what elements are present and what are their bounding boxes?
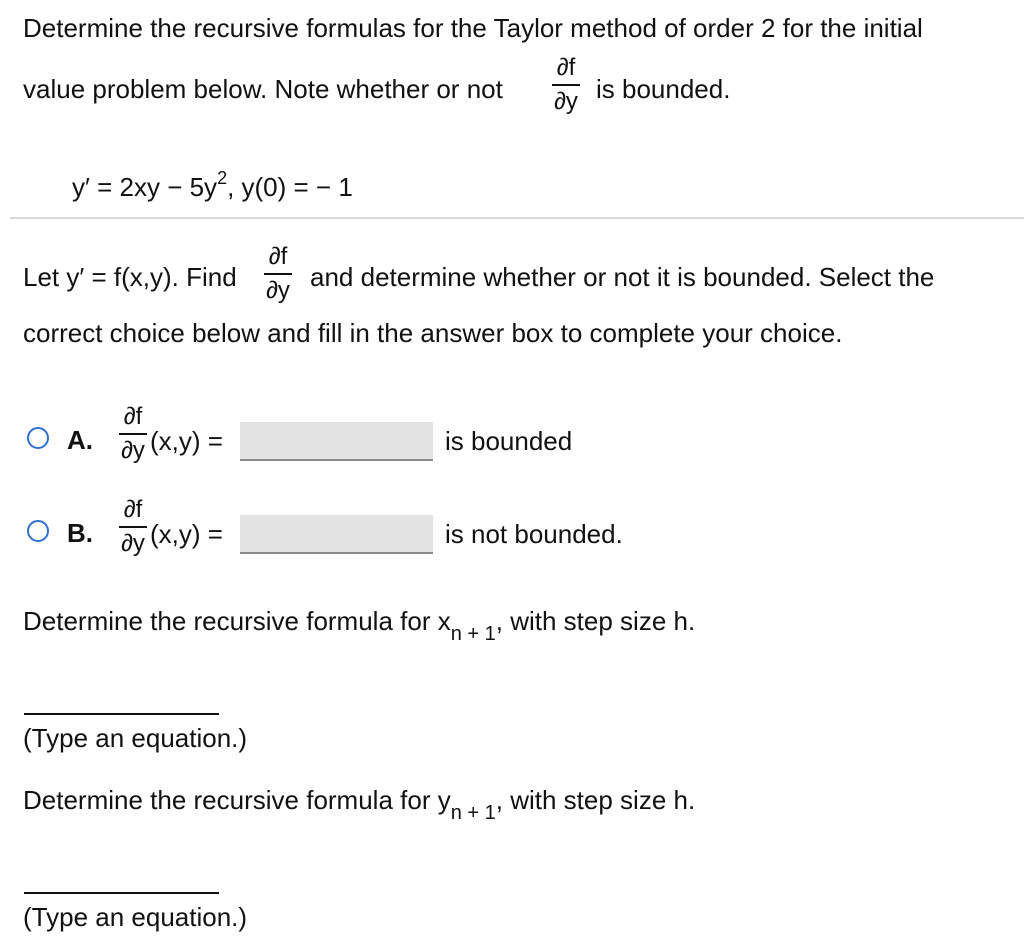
- ivp-exponent: 2: [217, 168, 228, 189]
- part2-prompt-before: Determine the recursive formula for x: [23, 606, 451, 636]
- part1-line-2: correct choice below and fill in the answer box to complete your choice.: [23, 318, 843, 348]
- part2-answer-field[interactable]: [24, 713, 219, 715]
- part3-subscript: n + 1: [450, 802, 496, 825]
- part3-answer-field[interactable]: [24, 892, 219, 894]
- ivp-initial-condition: , y(0) = − 1: [227, 172, 353, 202]
- fraction-bar: [264, 273, 292, 275]
- fraction-bar: [119, 433, 147, 435]
- part2-prompt-after: , with step size h.: [495, 606, 696, 636]
- fraction-denominator: ∂y: [121, 530, 145, 557]
- ivp-equation: [72, 168, 353, 202]
- choice-b-letter: B.: [67, 518, 93, 548]
- section-divider: [10, 217, 1024, 219]
- part1-text-after: and determine whether or not it is bounded. Select the: [310, 262, 935, 292]
- choice-b-radio[interactable]: [27, 520, 49, 542]
- fraction-bar: [552, 84, 580, 86]
- fraction-numerator: ∂f: [556, 54, 576, 81]
- part1-partial-fraction: [263, 245, 293, 303]
- choice-b-fraction: [118, 498, 148, 556]
- partial-derivative-fraction: [551, 56, 581, 114]
- choice-a-answer-box[interactable]: [240, 422, 433, 461]
- fraction-denominator: ∂y: [121, 437, 145, 464]
- part3-hint: (Type an equation.): [23, 902, 248, 932]
- part2-prompt: [23, 606, 696, 646]
- fraction-bar: [119, 526, 147, 528]
- choice-b-suffix: is not bounded.: [445, 519, 623, 549]
- fraction-numerator: ∂f: [123, 403, 143, 430]
- question-line-2-before: value problem below. Note whether or not: [23, 74, 503, 104]
- part2-hint: (Type an equation.): [23, 723, 248, 753]
- part3-prompt-before: Determine the recursive formula for y: [23, 785, 451, 815]
- part1-text-before: Let y′ = f(x,y). Find: [23, 262, 237, 292]
- choice-b-expression: (x,y) =: [150, 519, 223, 549]
- question-line-2-after: is bounded.: [596, 74, 731, 104]
- fraction-denominator: ∂y: [266, 277, 290, 304]
- choice-a-expression: (x,y) =: [150, 426, 223, 456]
- fraction-numerator: ∂f: [123, 496, 143, 523]
- part2-subscript: n + 1: [450, 623, 496, 646]
- choice-a-suffix: is bounded: [445, 426, 573, 456]
- fraction-denominator: ∂y: [554, 88, 578, 115]
- choice-a-radio[interactable]: [27, 427, 49, 449]
- part3-prompt-after: , with step size h.: [495, 785, 696, 815]
- choice-b-answer-box[interactable]: [240, 515, 433, 554]
- question-line-1: Determine the recursive formulas for the Taylor method of order 2 for the initial: [23, 13, 923, 43]
- part3-prompt: [23, 785, 696, 825]
- choice-a-letter: A.: [67, 425, 93, 455]
- fraction-numerator: ∂f: [268, 243, 288, 270]
- choice-a-fraction: [118, 405, 148, 463]
- ivp-equation-lhs: y′ = 2xy − 5y: [72, 172, 218, 202]
